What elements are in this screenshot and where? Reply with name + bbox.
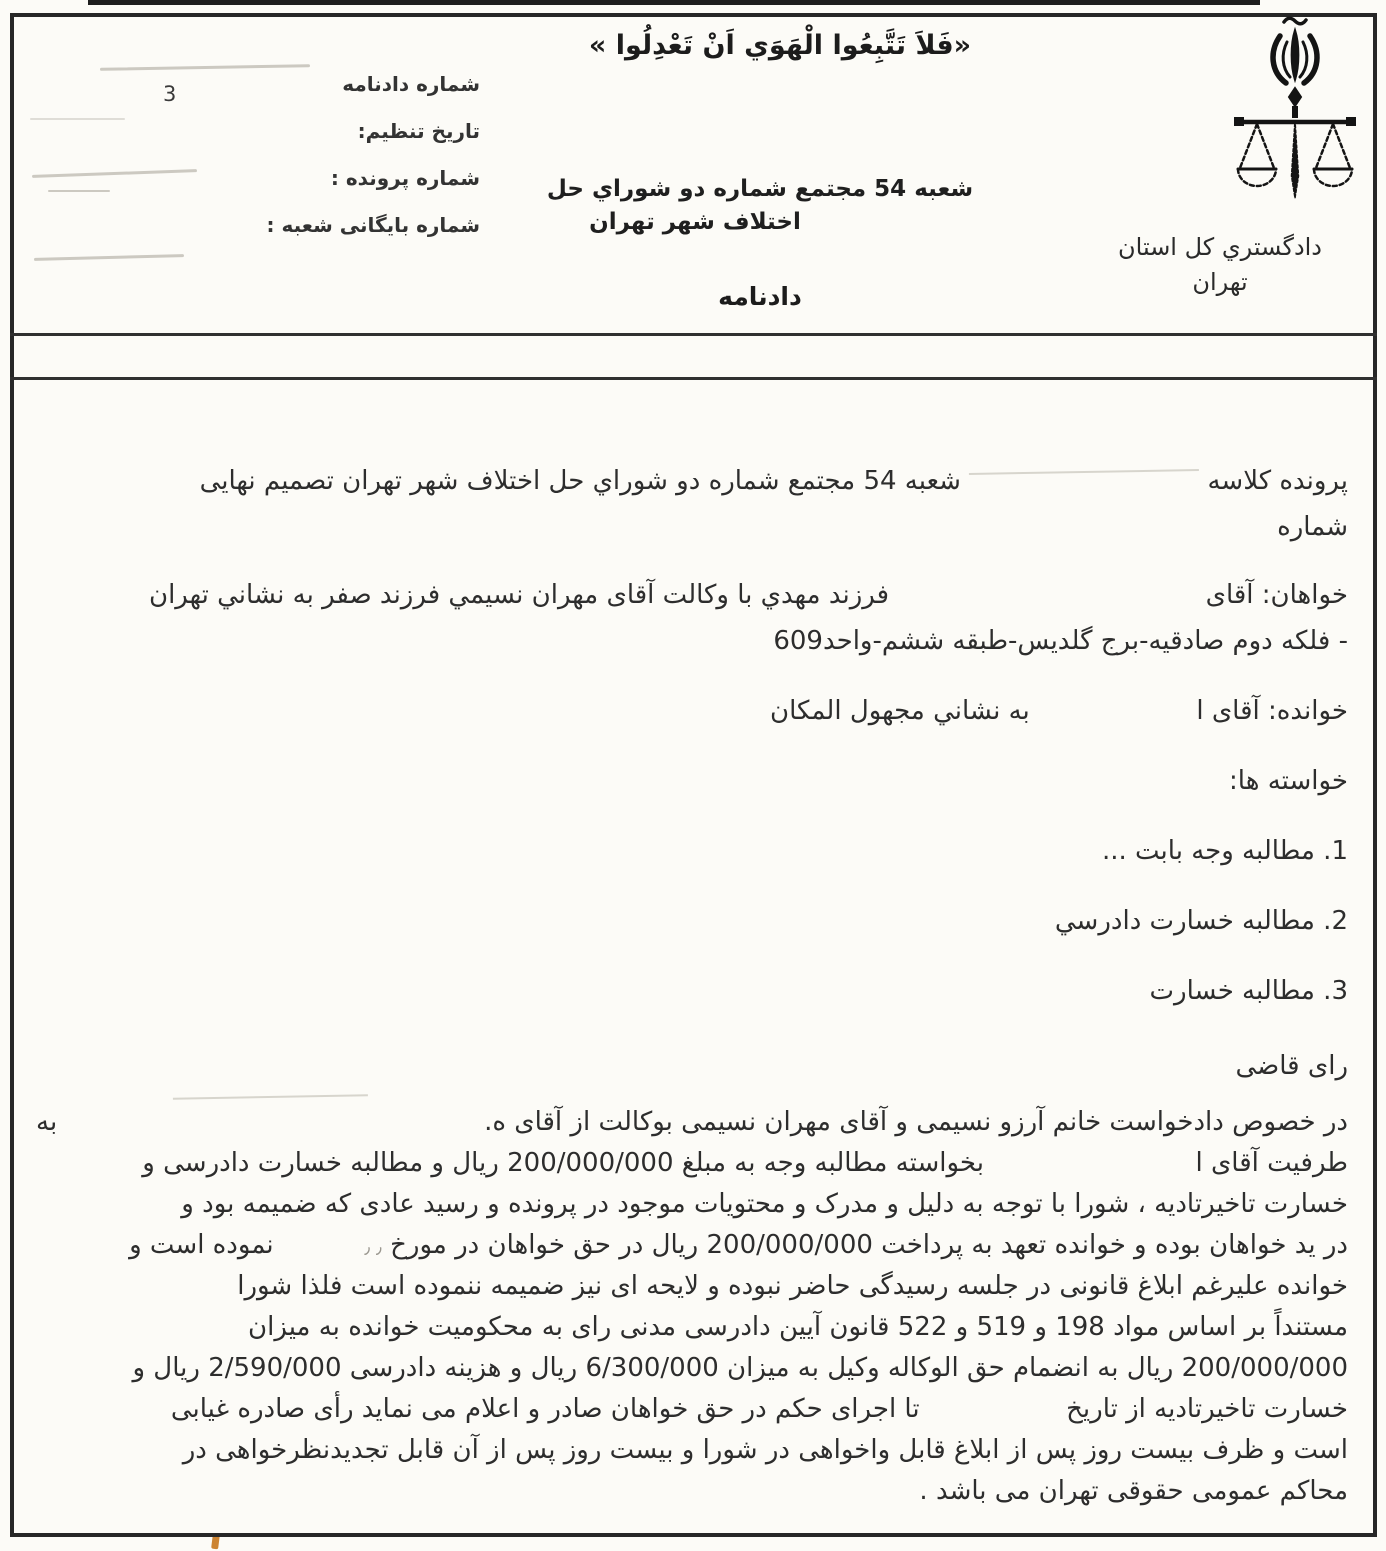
- ruling-line-6: مستنداً بر اساس مواد 198 و 519 و 522 قانون آیین دادرسی مدنی رای به محکومیت خوانده به میزان: [248, 1312, 1348, 1342]
- claim-item-1: 1. مطالبه وجه بابت ...: [1101, 836, 1348, 866]
- case-intro-left: شعبه 54 مجتمع شماره دو شوراي حل اختلاف شهر تهران تصمیم نهایی: [199, 466, 961, 496]
- redacted-plaintiff-name: [897, 593, 1197, 603]
- court-branch-line1: شعبه 54 مجتمع شماره دو شوراي حل: [546, 176, 974, 202]
- defendant-line: [36, 688, 1348, 734]
- ruling-paragraph: [36, 1102, 1348, 1512]
- ruling-line-8: خسارت تاخیرتادیه از تاریخ تا اجرای حکم در حق خواهان صادر و اعلام می نماید رأی صادره غیابی: [170, 1394, 1348, 1424]
- judiciary-name-line1: دادگستري کل استان: [1118, 233, 1322, 261]
- redacted-name: [992, 1161, 1187, 1171]
- plaintiff-line: [36, 572, 1348, 664]
- ruling-line-1: در خصوص دادخواست خانم آرزو نسیمی و آقای مهران نسیمی بوکالت از آقای ه. به: [36, 1102, 1348, 1143]
- court-branch-line2: اختلاف شهر تهران: [589, 209, 801, 235]
- court-branch-name: [520, 173, 1000, 239]
- redacted-defendant-name: [1038, 709, 1188, 719]
- plaintiff-details: فرزند مهدي با وکالت آقای مهران نسیمي فرزند صفر به نشاني تهران: [148, 580, 890, 610]
- ruling-line-4: در ید خواهان بوده و خوانده تعهد به پرداخت 200/000/000 ریال در حق خواهان در مورخ ٫ ٫ نموده است و: [36, 1225, 1348, 1266]
- judiciary-name: [1095, 230, 1345, 300]
- redaction-smudge: [48, 190, 110, 192]
- ruling-line-5: خوانده علیرغم ابلاغ قانونی در جلسه رسیدگی حاضر نبوده و لایحه ای نیز ضمیمه ننموده است فلذا شورا: [237, 1271, 1348, 1301]
- body-separator-line: [10, 377, 1377, 380]
- claim-item-2: 2. مطالبه خسارت دادرسي: [1054, 906, 1348, 936]
- defendant-label: خوانده: آقای ا: [1196, 696, 1348, 726]
- redacted-date: ٫ ٫: [364, 1237, 382, 1258]
- case-number-label: شماره پرونده :: [330, 166, 480, 190]
- case-intro-right: پرونده کلاسه: [1207, 466, 1348, 496]
- redacted-name: [173, 1094, 368, 1109]
- case-intro-line2: شماره: [1277, 512, 1348, 542]
- quran-verse: «فَلاَ تَتَّبِعُوا الْهَوَي اَنْ تَعْدِلُوا »: [588, 30, 972, 61]
- judge-ruling-title: رای قاضی: [1235, 1051, 1348, 1081]
- case-reference-line: [36, 458, 1348, 550]
- plaintiff-label: خواهان: آقای: [1205, 580, 1348, 610]
- redacted-date: [928, 1407, 1058, 1417]
- ruling-line-2: طرفیت آقای ا بخواسته مطالبه وجه به مبلغ 200/000/000 ریال و مطالبه خسارت دادرسی و: [142, 1148, 1348, 1178]
- archive-number-label: شماره بایگانی شعبه :: [266, 213, 480, 237]
- date-prepared-label: تاریخ تنظیم:: [357, 119, 480, 143]
- judgment-number-label: شماره دادنامه: [342, 72, 480, 96]
- ruling-line-3: خسارت تاخیرتادیه ، شورا با توجه به دلیل و مدرک و محتویات موجود در پرونده و رسید عادی که ضمیمه بود و: [181, 1189, 1348, 1219]
- judiciary-emblem-icon: [1226, 16, 1364, 232]
- claims-title: خواسته ها:: [1229, 766, 1348, 796]
- redaction-smudge: [30, 118, 125, 120]
- ruling-line-7: 200/000/000 ریال به انضمام حق الوکاله وکیل به میزان 6/300/000 ریال و هزینه دادرسی 2/590/000 ریال و: [132, 1353, 1348, 1383]
- document-title: دادنامه: [718, 282, 802, 311]
- plaintiff-address: - فلکه دوم صادقیه-برج گلدیس-طبقه ششم-واحد609: [773, 626, 1348, 656]
- judiciary-name-line2: تهران: [1192, 268, 1248, 296]
- ruling-line-10: محاکم عمومی حقوقی تهران می باشد .: [919, 1476, 1348, 1506]
- redacted-case-number: [969, 469, 1199, 485]
- header-separator-line: [10, 333, 1377, 336]
- judgment-metadata-labels: [30, 70, 480, 258]
- scan-edge-artifact: [88, 0, 1260, 5]
- judgment-number-partial-value: 3: [163, 82, 177, 106]
- claim-item-3: 3. مطالبه خسارت: [1149, 976, 1348, 1006]
- ruling-line-9: است و ظرف بیست روز پس از ابلاغ قابل واخواهی در شورا و بیست روز پس از آن قابل تجدیدنظرخواهی در: [182, 1435, 1348, 1465]
- defendant-details: به نشاني مجهول المکان: [770, 696, 1030, 726]
